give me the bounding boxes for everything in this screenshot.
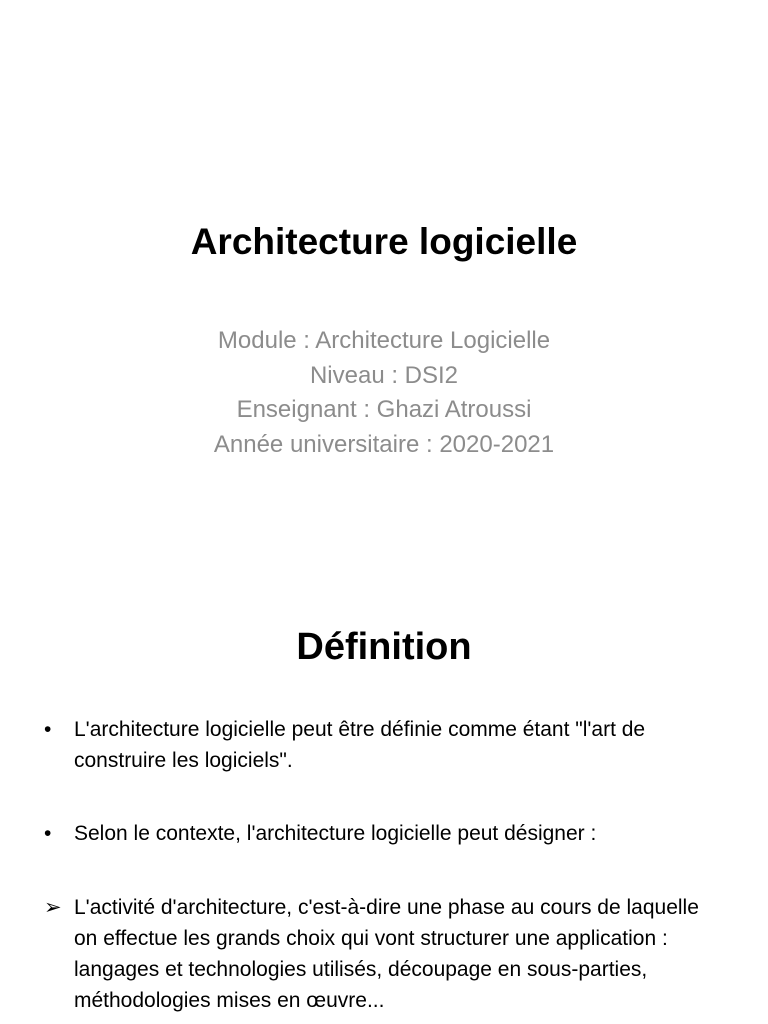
definition-title: Définition [296,626,472,668]
bullet-item [44,714,724,776]
subtitle-module: Module : Architecture Logicielle [217,327,551,354]
subtitle-level: Niveau : DSI2 [309,361,459,389]
bullet-item [44,818,724,849]
bullet-text: L'activité d'architecture, c'est-à-dire une phase au cours de laquelle on effectue les grands choix qui vont structurer une application : langages et technologies utilisés, découpage en sous-parties, méthodologies mises en œuvre... [74,896,699,1012]
subtitle-year: Année universitaire : 2020-2021 [213,430,555,458]
bullet-text: Selon le contexte, l'architecture logicielle peut désigner : [74,822,597,845]
slide-subtitle [0,324,768,462]
subtitle-teacher: Enseignant : Ghazi Atroussi [236,396,532,423]
definition-slide [0,576,768,1024]
arrow-bullet-icon: ➢ [44,896,62,919]
bullet-item [44,892,724,1016]
bullet-dot-icon: • [44,718,52,741]
slide-title: Architecture logicielle [190,221,578,262]
bullet-text: L'architecture logicielle peut être définie comme étant "l'art de construire les logiciels". [74,718,646,772]
bullet-dot-icon: • [44,822,52,845]
